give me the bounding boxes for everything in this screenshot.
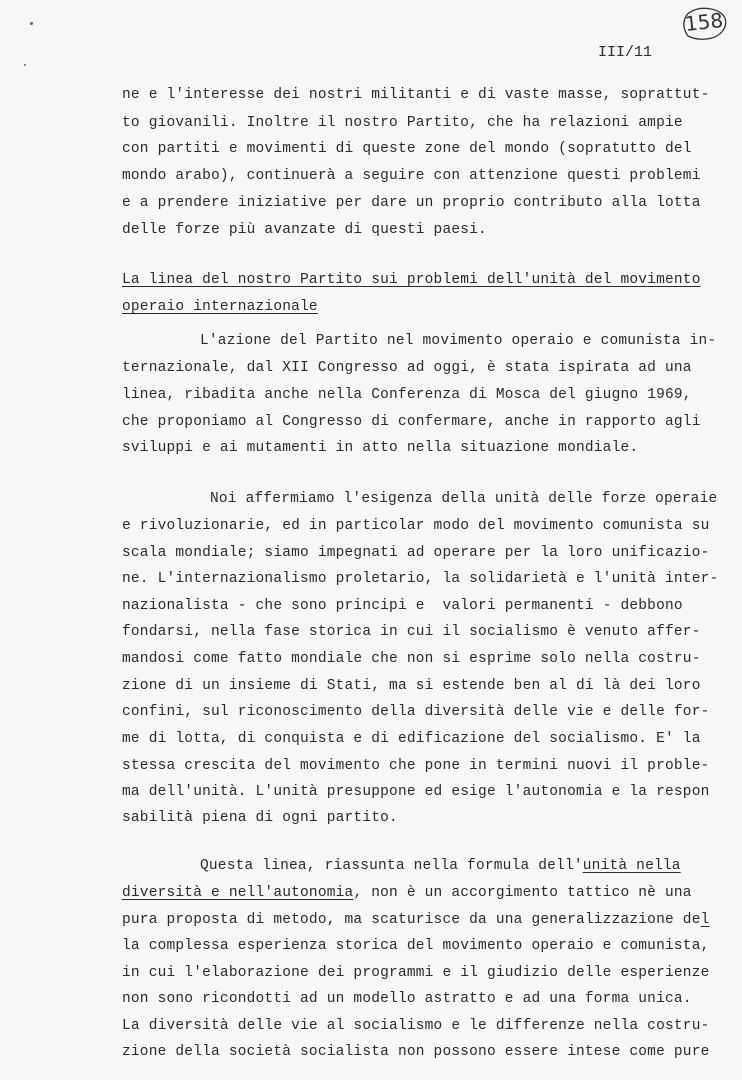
text-line	[200, 858, 681, 874]
text-line: la complessa esperienza storica del movimento operaio e comunista,	[122, 938, 710, 954]
text-line: ne. L'internazionalismo proletario, la solidarietà e l'unità inter-	[122, 571, 719, 587]
text-line: stessa crescita del movimento che pone in termini nuovi il proble-	[122, 758, 710, 774]
text-line: non sono ricondotti ad un modello astratto e ad una forma unica.	[122, 991, 692, 1007]
text-span: , non è un accorgimento tattico nè una	[353, 885, 692, 901]
speck	[30, 22, 33, 25]
text-line: scala mondiale; siamo impegnati ad operare per la loro unificazio-	[122, 545, 710, 561]
text-line: Noi affermiamo l'esigenza della unità delle forze operaie	[210, 491, 718, 507]
text-line: me di lotta, di conquista e di edificazione del socialismo. E' la	[122, 731, 701, 747]
underlined-phrase: l	[700, 912, 710, 928]
speck	[24, 64, 26, 66]
underlined-phrase: diversità e nell'autonomia	[122, 885, 354, 901]
text-line: zione della società socialista non possono essere intese come pure	[122, 1044, 710, 1060]
text-line: ne e l'interesse dei nostri militanti e di vaste masse, soprattut-	[122, 87, 710, 103]
text-line: e rivoluzionarie, ed in particolar modo del movimento comunista su	[122, 518, 710, 534]
underlined-phrase: unità nella	[582, 858, 681, 874]
text-line: to giovanili. Inoltre il nostro Partito, che ha relazioni ampie	[122, 115, 683, 131]
text-line: fondarsi, nella fase storica in cui il socialismo è venuto affer-	[122, 624, 701, 640]
text-line: sviluppi e ai mutamenti in atto nella situazione mondiale.	[122, 440, 639, 456]
stamp-number: 158	[683, 8, 725, 36]
text-span: Questa linea, riassunta nella formula dell'	[200, 858, 583, 874]
text-line: ma dell'unità. L'unità presuppone ed esige l'autonomia e la respon	[122, 784, 710, 800]
text-line: confini, sul riconoscimento della diversità delle vie e delle for-	[122, 704, 710, 720]
text-span: pura proposta di metodo, ma scaturisce da una generalizzazione de	[122, 912, 701, 928]
text-line	[122, 912, 710, 928]
heading-line: operaio internazionale	[122, 299, 318, 315]
text-line: zione di un insieme di Stati, ma si estende ben al di là dei loro	[122, 678, 701, 694]
text-line: in cui l'elaborazione dei programmi e il giudizio delle esperienze	[122, 965, 710, 981]
text-line: ternazionale, dal XII Congresso ad oggi, è stata ispirata ad una	[122, 360, 692, 376]
text-line: L'azione del Partito nel movimento operaio e comunista in-	[200, 333, 717, 349]
text-line: che proponiamo al Congresso di confermare, anche in rapporto agli	[122, 414, 701, 430]
text-line: mondo arabo), continuerà a seguire con attenzione questi problemi	[122, 168, 701, 184]
page-number: III/11	[598, 44, 653, 61]
text-line: mandosi come fatto mondiale che non si esprime solo nella costru-	[122, 651, 701, 667]
heading-line: La linea del nostro Partito sui problemi dell'unità del movimento	[122, 272, 701, 288]
text-line	[122, 885, 692, 901]
text-line: nazionalista - che sono principi e valori permanenti - debbono	[122, 598, 683, 614]
text-line: con partiti e movimenti di queste zone del mondo (sopratutto del	[122, 141, 692, 157]
text-line: linea, ribadita anche nella Conferenza di Mosca del giugno 1969,	[122, 387, 692, 403]
text-line: La diversità delle vie al socialismo e le differenze nella costru-	[122, 1018, 710, 1034]
text-line: sabilità piena di ogni partito.	[122, 810, 398, 826]
page-stamp	[680, 6, 728, 42]
text-line: delle forze più avanzate di questi paesi.	[122, 222, 487, 238]
text-line: e a prendere iniziative per dare un proprio contributo alla lotta	[122, 195, 701, 211]
